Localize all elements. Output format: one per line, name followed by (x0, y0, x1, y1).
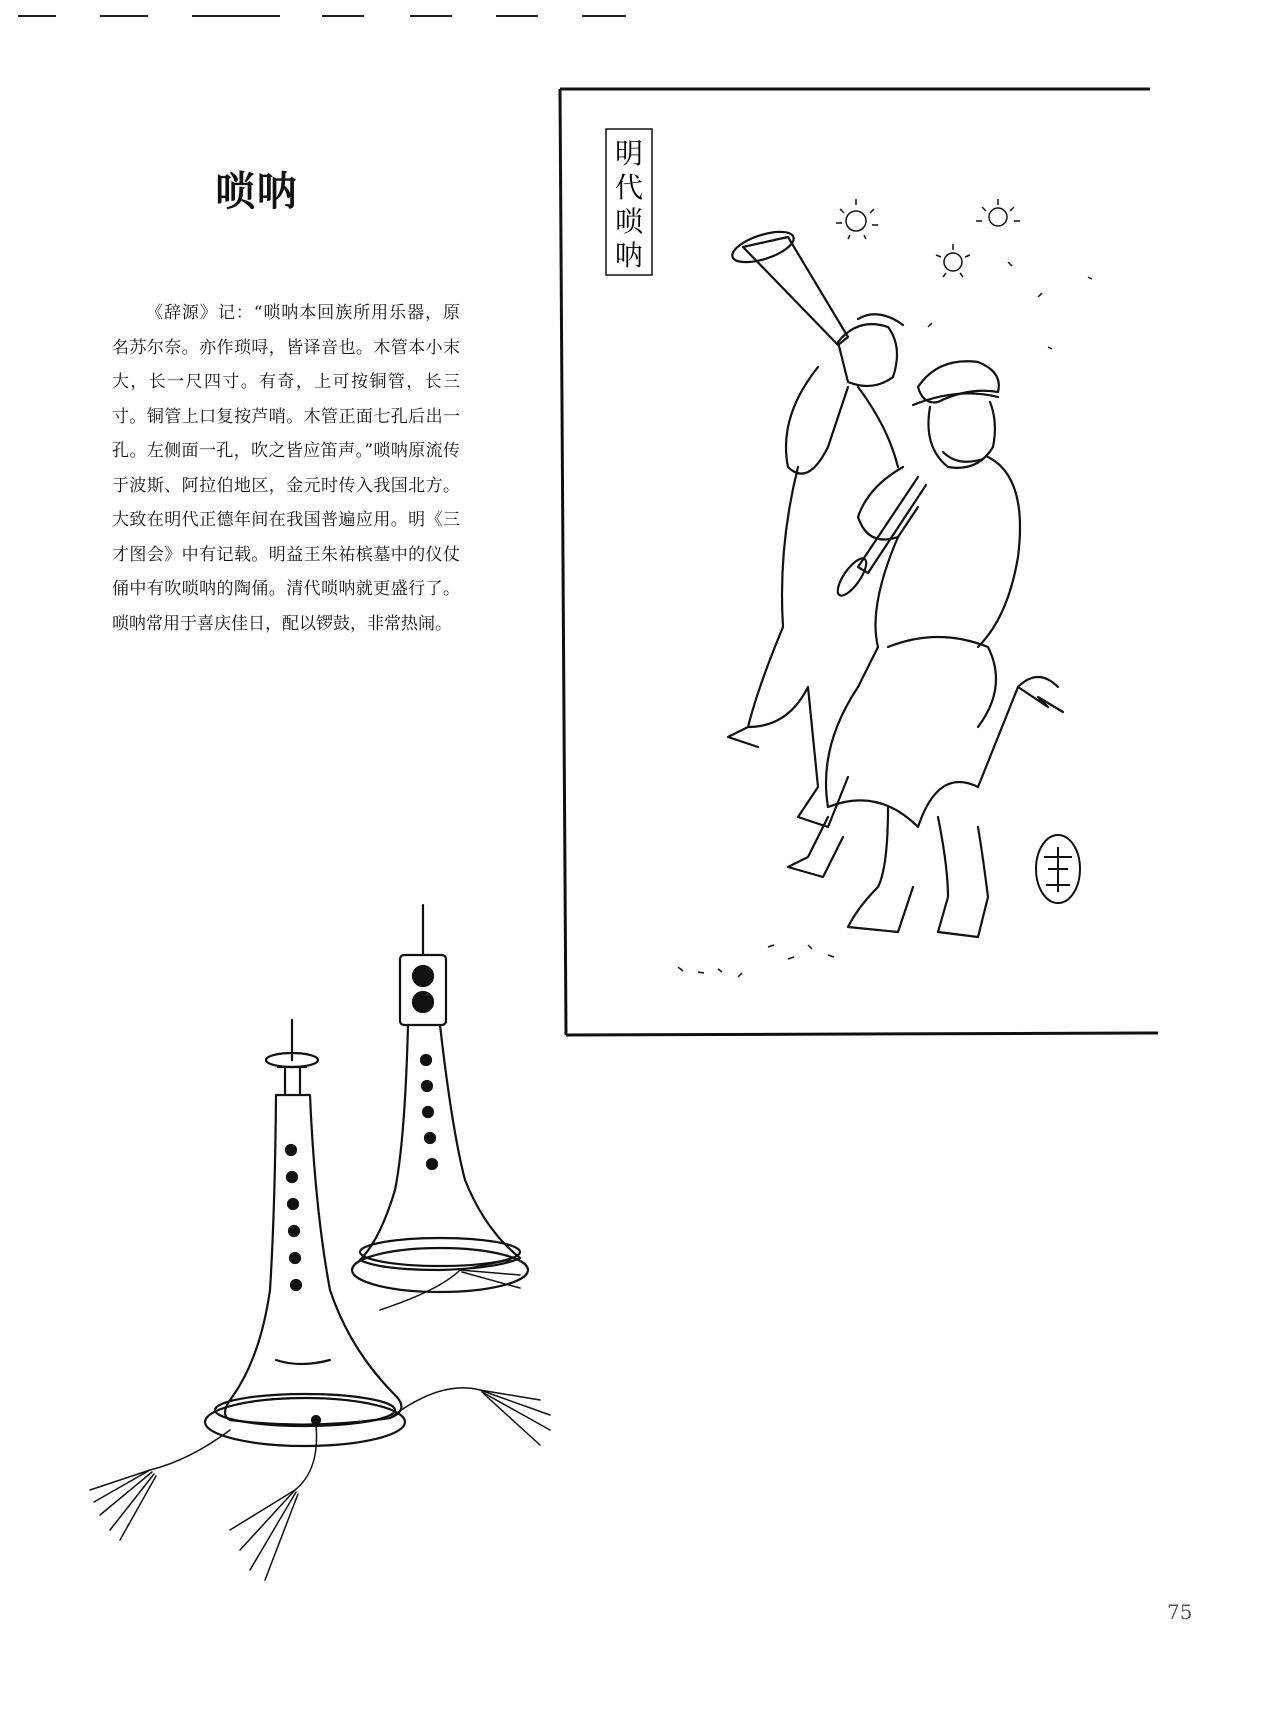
front-suona (205, 1020, 405, 1446)
top-rule-segment (322, 15, 364, 17)
top-rule-segment (192, 15, 280, 17)
top-rule-segment (18, 15, 56, 17)
caption-char: 唢 (614, 205, 644, 238)
caption-char: 明 (614, 137, 644, 170)
body-paragraph: 《辞源》记：“唢呐本回族所用乐器，原名苏尔奈。亦作琐㖊，皆译音也。木管本小末大，长一尺四寸。有奇，上可按铜管，长三寸。铜管上口复按芦哨。木管正面七孔后出一孔。左侧面一孔，吹之皆应笛声。”唢呐原流传于波斯、阿拉伯地区，金元时传入我国北方。大致在明代正德年间在我国普遍应用。明《三才图会》中有记载。明益王朱祐槟墓中的仪仗俑中有吹唢呐的陶俑。清代唢呐就更盛行了。唢呐常用于喜庆佳日，配以锣鼓，非常热闹。 (112, 303, 460, 634)
seal-stamp (1036, 835, 1080, 903)
page-title: 唢呐 (215, 169, 299, 215)
suona-players-figure (728, 226, 1063, 937)
figure-illustration (558, 87, 1158, 1037)
top-rule-segment (496, 15, 538, 17)
top-rule-segment (582, 15, 626, 17)
caption-char: 代 (614, 171, 644, 204)
rear-suona (352, 905, 528, 1292)
firework-sparkles (836, 199, 1092, 349)
caption-box (606, 129, 652, 275)
ground-marks (678, 945, 834, 977)
caption-char: 呐 (614, 239, 644, 272)
top-rule-segment (100, 15, 148, 17)
page-number: 75 (1167, 1600, 1193, 1624)
top-rule-segment (410, 15, 452, 17)
suona-instruments-drawing (80, 890, 640, 1640)
body-text (112, 296, 460, 641)
